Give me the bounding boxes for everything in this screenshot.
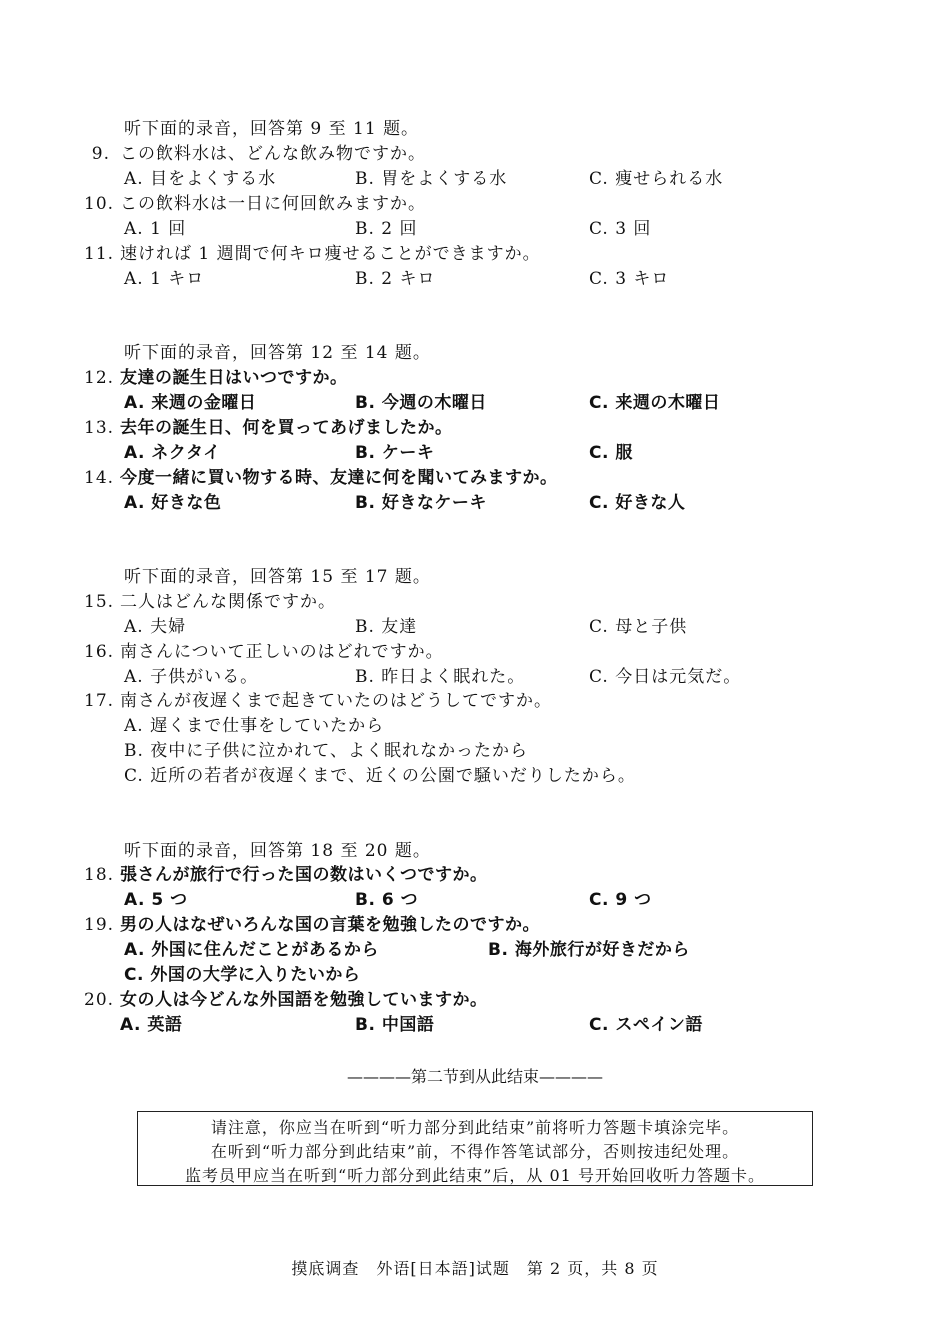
option-c: C. スペイン語: [589, 1015, 703, 1035]
question-text: 女の人は今どんな外国語を勉強していますか。: [120, 990, 488, 1010]
question-number: 12.: [84, 368, 115, 388]
option-c: C. 9 つ: [589, 890, 652, 910]
option-b: B. 胃をよくする水: [355, 169, 508, 189]
question-text: 張さんが旅行で行った国の数はいくつですか。: [120, 865, 488, 885]
option-c: C. 今日は元気だ。: [589, 667, 742, 687]
question-number: 18.: [84, 865, 115, 885]
option-c: C. 近所の若者が夜遅くまで、近くの公園で騒いだりしたから。: [124, 766, 636, 786]
option-a: A. 外国に住んだことがあるから: [124, 940, 379, 960]
question-text: この飲料水は、どんな飲み物ですか。: [120, 144, 426, 164]
question-number: 17.: [84, 691, 115, 711]
option-b: B. 今週の木曜日: [355, 393, 487, 413]
question-number: 11.: [84, 244, 115, 264]
question-text: 二人はどんな関係ですか。: [120, 592, 336, 612]
question-text: 男の人はなぜいろんな国の言葉を勉強したのですか。: [120, 915, 540, 935]
question-text: 今度一緒に買い物する時、友達に何を聞いてみますか。: [120, 468, 558, 488]
question-text: 速ければ 1 週間で何キロ痩せることができますか。: [120, 244, 541, 264]
question-number: 16.: [84, 642, 115, 662]
question-number: 13.: [84, 418, 115, 438]
question-number: 19.: [84, 915, 115, 935]
question-number: 9.: [91, 144, 110, 164]
section-instruction: 听下面的录音，回答第 15 至 17 题。: [124, 567, 431, 587]
notice-line: 监考员甲应当在听到“听力部分到此结束”后，从 01 号开始回收听力答题卡。: [185, 1166, 765, 1185]
question-text: 南さんについて正しいのはどれですか。: [120, 642, 444, 662]
option-b: B. 昨日よく眠れた。: [355, 667, 526, 687]
section-instruction: 听下面的录音，回答第 18 至 20 题。: [124, 841, 431, 861]
option-c: C. 痩せられる水: [589, 169, 724, 189]
question-number: 10.: [84, 194, 115, 214]
notice-box: [137, 1111, 813, 1186]
option-b: B. ケーキ: [355, 443, 435, 463]
option-c: C. 3 回: [589, 219, 652, 239]
question-text: 去年の誕生日、何を買ってあげましたか。: [120, 418, 453, 438]
question-number: 14.: [84, 468, 115, 488]
option-b: B. 夜中に子供に泣かれて、よく眠れなかったから: [124, 741, 528, 761]
option-c: C. 3 キロ: [589, 269, 670, 289]
notice-line: 在听到“听力部分到此结束”前，不得作答笔试部分，否则按违纪处理。: [210, 1142, 740, 1161]
option-a: A. 子供がいる。: [124, 667, 259, 687]
option-a: A. 1 キロ: [124, 269, 205, 289]
option-b: B. 2 回: [355, 219, 418, 239]
option-b: B. 中国語: [355, 1015, 435, 1035]
page-footer: 摸底调查 外语[日本語]试题 第 2 页，共 8 页: [291, 1259, 659, 1278]
section-instruction: 听下面的录音，回答第 9 至 11 题。: [124, 119, 420, 139]
option-a: A. 英語: [120, 1015, 183, 1035]
question-text: 友達の誕生日はいつですか。: [120, 368, 348, 388]
option-c: C. 来週の木曜日: [589, 393, 721, 413]
option-a: A. 来週の金曜日: [124, 393, 257, 413]
question-number: 20.: [84, 990, 115, 1010]
option-a: A. 5 つ: [124, 890, 188, 910]
option-b: B. 6 つ: [355, 890, 419, 910]
option-a: A. ネクタイ: [124, 443, 221, 463]
option-a: A. 夫婦: [124, 617, 187, 637]
option-c: C. 好きな人: [589, 493, 686, 513]
question-text: この飲料水は一日に何回飲みますか。: [120, 194, 426, 214]
option-b: B. 友達: [355, 617, 418, 637]
option-b: B. 海外旅行が好きだから: [488, 940, 690, 960]
option-a: A. 遅くまで仕事をしていたから: [124, 716, 385, 736]
section-end-marker: ————第二节到从此结束————: [346, 1067, 603, 1086]
option-b: B. 2 キロ: [355, 269, 436, 289]
option-b: B. 好きなケーキ: [355, 493, 487, 513]
question-number: 15.: [84, 592, 115, 612]
notice-line: 请注意，你应当在听到“听力部分到此结束”前将听力答题卡填涂完毕。: [210, 1118, 740, 1137]
option-c: C. 服: [589, 443, 633, 463]
option-c: C. 外国の大学に入りたいから: [124, 965, 361, 985]
option-a: A. 1 回: [124, 219, 187, 239]
option-c: C. 母と子供: [589, 617, 688, 637]
section-instruction: 听下面的录音，回答第 12 至 14 题。: [124, 343, 431, 363]
option-a: A. 目をよくする水: [124, 169, 277, 189]
question-text: 南さんが夜遅くまで起きていたのはどうしてですか。: [120, 691, 552, 711]
option-a: A. 好きな色: [124, 493, 222, 513]
